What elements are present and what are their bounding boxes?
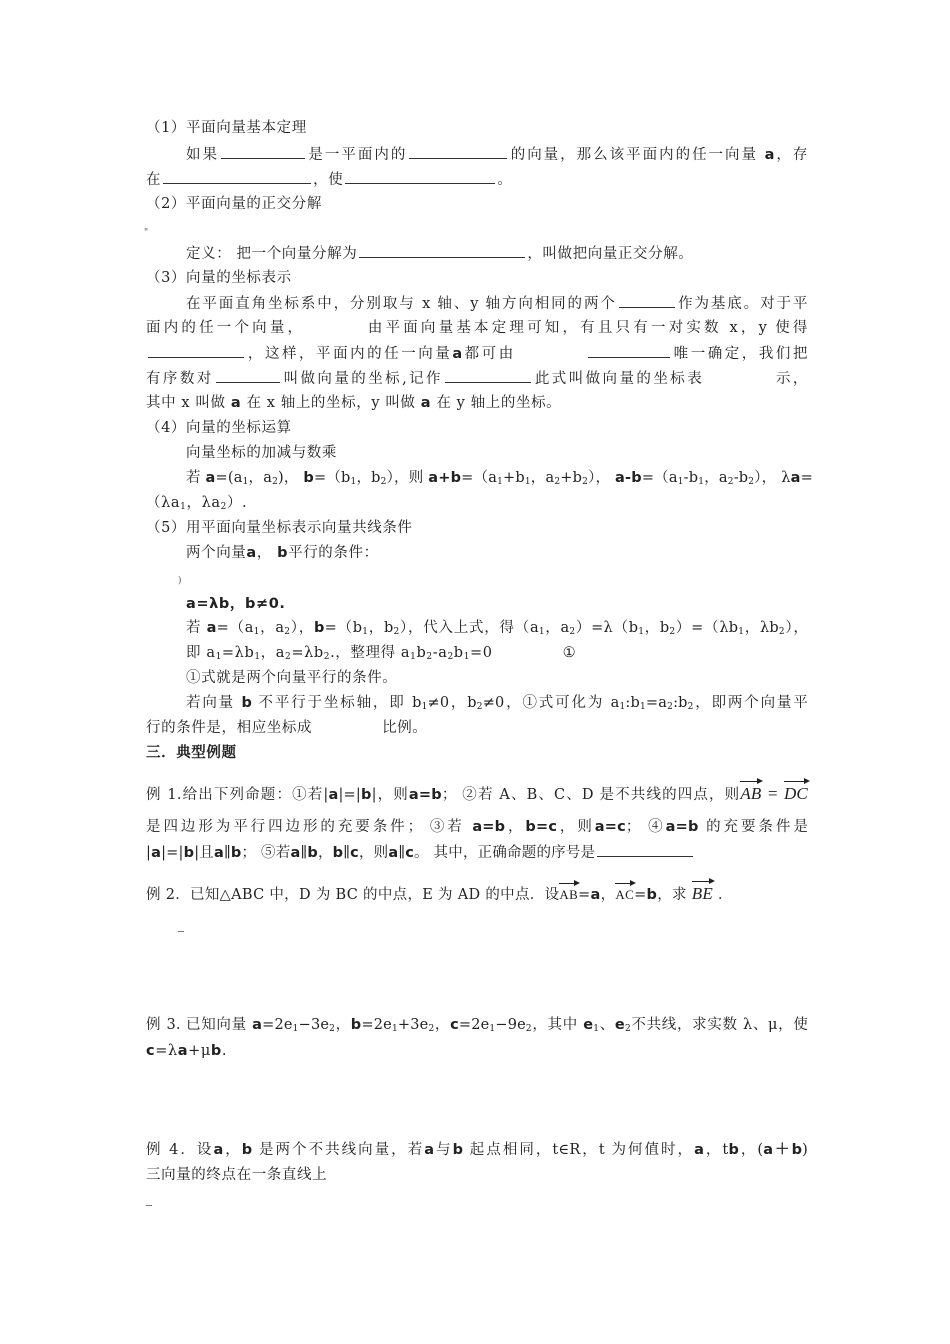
section-3-line-3: ，这样，平面内的任一向量a都可由 唯一确定，我们把 [146, 343, 808, 364]
fill-blank[interactable] [163, 169, 311, 184]
section-1-title: （1）平面向量基本定理 [146, 120, 307, 136]
section-4-formula-cont: （$\lambda a_1$，$\lambda a_2$）. [146, 495, 248, 512]
section-1-line-1: 如果 是一平面内的 的向量，那么该平面内的任一向量 a，存 [186, 144, 808, 165]
section-3-title: （3）向量的坐标表示 [146, 270, 292, 286]
section-5-line-1: 两个向量a， b平行的条件： [186, 545, 379, 561]
section-4-subtitle: 向量坐标的加减与数乘 [186, 445, 337, 461]
example-4-line-1: 例 4．设a，b 是两个不共线向量，若a与b 起点相同，t∈R，t 为何值时，a，tb，(a＋b) [146, 1142, 809, 1158]
vector-DC: DC [784, 780, 808, 804]
answer-blank[interactable] [597, 842, 693, 857]
fill-blank[interactable] [221, 144, 305, 159]
fill-blank[interactable] [359, 243, 525, 258]
example-4-line-2: 三向量的终点在一条直线上 [146, 1167, 328, 1183]
section-2-definition: 定义： 把一个向量分解为 ，叫做把向量正交分解。 [186, 243, 808, 264]
section-3-line-2: 面内的任一个向量， 由平面向量基本定理可知，有且只有一对实数 x，y 使得 [146, 320, 808, 336]
section-5-line-3: 若 $a=(a_1$，$a_2$），$b=(b_1$，$b_2$），代入上式，得（$a_1$，$a_2)=\lambda(b_1$，$b_2)=(\lambda b_1$，$\lambda b_2$）， [186, 620, 809, 637]
fill-blank[interactable] [148, 343, 244, 358]
section-5-title: （5）用平面向量坐标表示向量共线条件 [146, 520, 413, 536]
example-1-line-2: 是四边形为平行四边形的充要条件； ③若 a=b，b=c，则a=c； ④a=b 的充要条件是 [146, 819, 809, 835]
fill-blank[interactable] [619, 293, 675, 308]
example-1-line-1: 例 1.给出下列命题：①若|a|=|b|，则a=b； ②若 A、B、C、D 是不共线的四点，则AB = DC [146, 780, 808, 805]
fill-blank[interactable] [216, 368, 280, 383]
example-3-line-1: 例 3. 已知向量 $a=2e_1-3e_2$，$b=2e_1+3e_2$，$c=2e_1-9e_2$，其中 $e_1$、$e_2$不共线，求实数 λ、μ，使 [146, 1017, 809, 1034]
collinear-condition: a=λb，b≠0. [186, 596, 286, 612]
vector-AC-small: AC [615, 882, 634, 905]
section-heading-examples: 三．典型例题 [146, 745, 237, 761]
fill-blank[interactable] [588, 343, 670, 358]
section-5-line-6: 若向量 b 不平行于坐标轴，即 $b_1\ne 0$，$b_2\ne 0$，①式可化为 $a_1:b_1=a_2:b_2$，即两个向量平 [186, 695, 808, 712]
stray-mark: " [144, 228, 149, 238]
section-4-formula: 若 $a=(a_1$，$a_2$)， $b=(b_1$，$b_2$），则 $a+b=(a_1+b_1$，$a_2+b_2$）， $a-b=(a_1-b_1$，$a_2-b_2$）， λa= [186, 470, 813, 487]
stray-dash [178, 931, 184, 932]
vector-AB: AB [740, 780, 761, 804]
section-3-line-1: 在平面直角坐标系中，分别取与 x 轴、y 轴方向相同的两个 作为基底。对于平 [186, 293, 808, 314]
fill-blank[interactable] [409, 144, 507, 159]
section-5-line-5: ①式就是两个向量平行的条件。 [186, 670, 398, 686]
stray-dash [146, 1205, 152, 1206]
section-3-line-5: 其中 x 叫做 a 在 x 轴上的坐标，y 叫做 a 在 y 轴上的坐标。 [146, 395, 562, 411]
fill-blank[interactable] [345, 169, 495, 184]
vector-AB-small: AB [559, 882, 578, 905]
vector-BE: BE [692, 880, 713, 904]
section-5-line-4: 即 $a_1=\lambda b_1$，$a_2=\lambda b_2$.，整理得 $a_1b_2-a_2b_1=0$ ① [186, 645, 577, 662]
section-2-title: （2）平面向量的正交分解 [146, 196, 322, 212]
stray-mark: ) [178, 576, 182, 586]
section-1-line-2: 在 ，使 。 [146, 169, 808, 190]
section-5-line-7: 行的条件是，相应坐标成 比例。 [146, 720, 428, 736]
section-3-line-4: 有序数对 叫做向量的坐标,记作 此式叫做向量的坐标表 示， [146, 368, 808, 389]
fill-blank[interactable] [445, 368, 531, 383]
example-3-line-2: c=λa+μb. [146, 1043, 228, 1059]
example-2-line-1: 例 2．已知△ABC 中，D 为 BC 的中点，E 为 AD 的中点．设AB=a，AC=b，求 BE ． [146, 880, 808, 905]
example-1-line-3: |a|=|b|且a∥b； ⑤若a∥b，b∥c，则a∥c。 其中，正确命题的序号是 [146, 842, 808, 863]
section-4-title: （4）向量的坐标运算 [146, 420, 292, 436]
